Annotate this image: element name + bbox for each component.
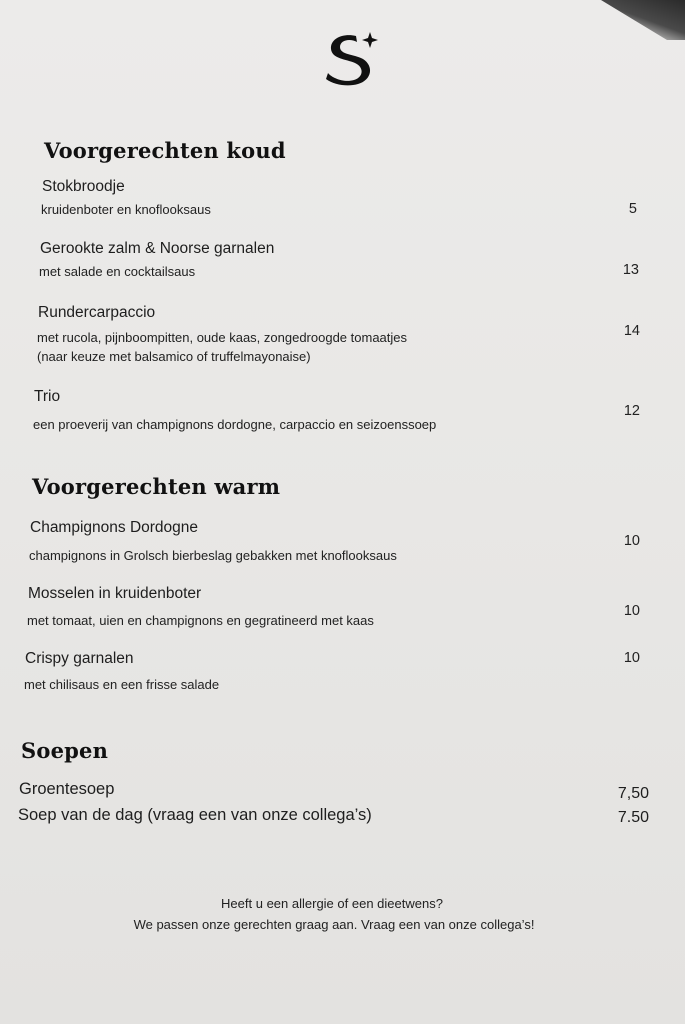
item-description: met rucola, pijnboompitten, oude kaas, zongedroogde tomaatjes xyxy=(37,330,408,345)
s-star-logo-icon xyxy=(322,28,382,90)
item-price: 12 xyxy=(623,403,640,419)
item-description: met chilisaus en een frisse salade xyxy=(24,677,220,692)
soup-price: 7,50 xyxy=(617,785,649,802)
soup-name: Soep van de dag (vraag een van onze collega’s) xyxy=(18,806,372,824)
section-title-koud: Voorgerechten koud xyxy=(44,138,286,163)
item-description: met tomaat, uien en champignons en gegratineerd met kaas xyxy=(27,613,374,628)
page-corner-shadow xyxy=(565,0,685,40)
item-description: met salade en cocktailsaus xyxy=(39,264,196,279)
soup-name: Groentesoep xyxy=(19,780,115,798)
item-price: 10 xyxy=(623,533,640,549)
item-name: Gerookte zalm & Noorse garnalen xyxy=(40,240,275,257)
item-price: 5 xyxy=(628,201,637,217)
allergy-question: Heeft u een allergie of een dieetwens? xyxy=(221,896,443,911)
item-name: Rundercarpaccio xyxy=(38,304,156,321)
soup-price: 7.50 xyxy=(617,809,649,826)
item-name: Crispy garnalen xyxy=(25,650,134,667)
item-price: 10 xyxy=(623,603,640,619)
item-name: Mosselen in kruidenboter xyxy=(28,585,202,602)
item-name: Trio xyxy=(34,388,61,405)
item-price: 13 xyxy=(622,262,639,278)
item-description: champignons in Grolsch bierbeslag gebakken met knoflooksaus xyxy=(29,548,397,563)
item-price: 14 xyxy=(623,323,640,339)
allergy-note: We passen onze gerechten graag aan. Vraag een van onze collega’s! xyxy=(133,917,535,932)
section-title-soepen: Soepen xyxy=(21,738,109,763)
item-description: een proeverij van champignons dordogne, carpaccio en seizoenssoep xyxy=(33,417,437,432)
item-price: 10 xyxy=(623,650,640,666)
item-description: kruidenboter en knoflooksaus xyxy=(41,202,211,217)
section-title-warm: Voorgerechten warm xyxy=(32,474,281,499)
item-name: Champignons Dordogne xyxy=(30,519,199,536)
item-name: Stokbroodje xyxy=(42,178,125,195)
item-description-note: (naar keuze met balsamico of truffelmayonaise) xyxy=(37,349,311,364)
